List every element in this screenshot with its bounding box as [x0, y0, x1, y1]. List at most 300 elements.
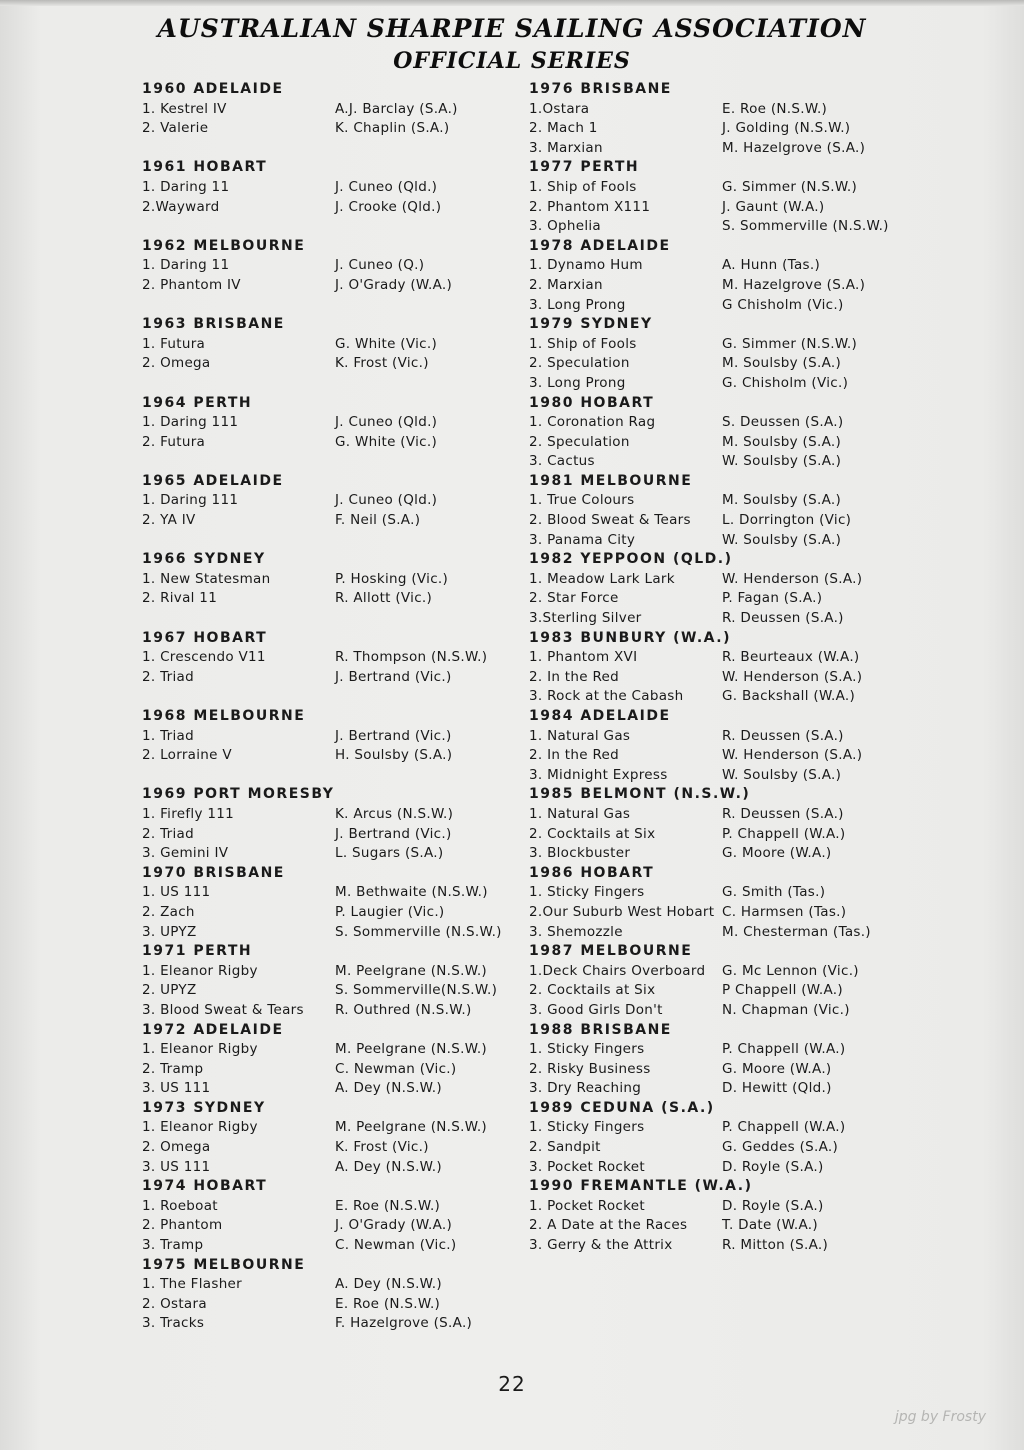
- skipper-name: S. Deussen (S.A.): [722, 414, 844, 431]
- result-row: [142, 1314, 532, 1334]
- boat-name: 2. Cocktails at Six: [529, 982, 656, 999]
- series-event: [142, 1099, 532, 1177]
- result-row: [142, 1060, 532, 1080]
- boat-name: 1. Sticky Fingers: [529, 1119, 645, 1136]
- skipper-name: P. Fagan (S.A.): [722, 590, 823, 607]
- result-row: [529, 1138, 949, 1158]
- event-heading: 1976 BRISBANE: [529, 81, 672, 97]
- event-heading: 1973 SYDNEY: [142, 1099, 266, 1116]
- boat-name: 1. Dynamo Hum: [529, 257, 643, 274]
- skipper-name: C. Newman (Vic.): [335, 1060, 457, 1077]
- event-heading: 1964 PERTH: [142, 394, 253, 411]
- result-row: [142, 825, 532, 845]
- event-spacer: [142, 766, 532, 786]
- boat-name: 1. New Statesman: [142, 570, 271, 587]
- skipper-name: E. Roe (N.S.W.): [722, 100, 828, 117]
- result-row: [142, 335, 532, 355]
- event-heading: 1960 ADELAIDE: [142, 81, 284, 97]
- document-subtitle: OFFICIAL SERIES: [393, 48, 631, 74]
- boat-name: 1. True Colours: [529, 492, 635, 509]
- result-row: [142, 668, 532, 688]
- boat-name: 1.Deck Chairs Overboard: [529, 962, 706, 979]
- boat-name: 1. The Flasher: [142, 1276, 243, 1293]
- skipper-name: M. Soulsby (S.A.): [722, 433, 842, 450]
- skipper-name: R. Deussen (S.A.): [722, 610, 844, 627]
- result-row: [142, 354, 532, 374]
- result-row: [529, 687, 949, 707]
- skipper-name: G. Simmer (N.S.W.): [722, 335, 858, 352]
- result-row: [529, 746, 949, 766]
- skipper-name: G. Simmer (N.S.W.): [722, 178, 858, 195]
- result-row: [142, 962, 532, 982]
- series-event: [142, 864, 532, 942]
- result-row: [529, 727, 949, 747]
- skipper-name: L. Sugars (S.A.): [335, 845, 444, 862]
- series-event: [142, 629, 532, 688]
- result-row: [529, 100, 949, 120]
- skipper-name: W. Soulsby (S.A.): [722, 531, 842, 548]
- result-row: [529, 1040, 949, 1060]
- boat-name: 2. Phantom X111: [529, 198, 651, 215]
- result-row: [142, 1236, 532, 1256]
- boat-name: 1. Eleanor Rigby: [142, 962, 258, 979]
- result-row: [142, 1118, 532, 1138]
- result-row: [529, 1216, 949, 1236]
- skipper-name: K. Frost (Vic.): [335, 1139, 429, 1156]
- event-heading: 1961 HOBART: [142, 159, 268, 176]
- boat-name: 2. Phantom IV: [142, 276, 241, 293]
- series-event: [142, 785, 532, 863]
- skipper-name: L. Dorrington (Vic): [722, 512, 852, 529]
- boat-name: 1.Ostara: [529, 100, 590, 117]
- boat-name: 1. US 111: [142, 884, 211, 901]
- skipper-name: J. Crooke (Qld.): [335, 198, 442, 215]
- boat-name: 1. Natural Gas: [529, 805, 631, 822]
- skipper-name: E. Roe (N.S.W.): [335, 1295, 441, 1312]
- skipper-name: G. Mc Lennon (Vic.): [722, 962, 859, 979]
- result-row: [142, 883, 532, 903]
- event-heading: 1990 FREMANTLE (W.A.): [529, 1178, 753, 1195]
- skipper-name: R. Deussen (S.A.): [722, 805, 844, 822]
- result-row: [529, 178, 949, 198]
- boat-name: 2.Our Suburb West Hobart: [529, 903, 715, 920]
- result-row: [142, 1079, 532, 1099]
- result-row: [529, 903, 949, 923]
- result-row: [529, 844, 949, 864]
- boat-name: 3. Marxian: [529, 139, 603, 156]
- skipper-name: A. Dey (N.S.W.): [335, 1158, 442, 1175]
- boat-name: 3. Ophelia: [529, 218, 602, 235]
- result-row: [529, 981, 949, 1001]
- result-row: [529, 433, 949, 453]
- result-row: [142, 746, 532, 766]
- skipper-name: R. Thompson (N.S.W.): [335, 649, 488, 666]
- skipper-name: C. Harmsen (Tas.): [722, 903, 847, 920]
- skipper-name: P. Hosking (Vic.): [335, 570, 449, 587]
- result-row: [529, 1158, 949, 1178]
- boat-name: 2. Mach 1: [529, 120, 598, 137]
- result-row: [529, 1236, 949, 1256]
- event-heading: 1965 ADELAIDE: [142, 472, 284, 489]
- skipper-name: S. Sommerville (N.S.W.): [722, 218, 889, 235]
- boat-name: 1. Daring 11: [142, 178, 230, 195]
- boat-name: 1. Natural Gas: [529, 727, 631, 744]
- skipper-name: P. Chappell (W.A.): [722, 1041, 846, 1058]
- boat-name: 2. In the Red: [529, 747, 619, 764]
- result-row: [142, 491, 532, 511]
- boat-name: 3. Good Girls Don't: [529, 1001, 663, 1018]
- result-row: [142, 923, 532, 943]
- skipper-name: E. Roe (N.S.W.): [335, 1197, 441, 1214]
- event-heading: 1985 BELMONT (N.S.W.): [529, 786, 751, 803]
- result-row: [142, 805, 532, 825]
- skipper-name: J. Golding (N.S.W.): [722, 120, 851, 137]
- series-event: [529, 1177, 949, 1255]
- result-row: [529, 1001, 949, 1021]
- result-row: [529, 511, 949, 531]
- series-event: [529, 80, 949, 158]
- result-row: [529, 1060, 949, 1080]
- boat-name: 2. Sandpit: [529, 1139, 601, 1156]
- event-spacer: [142, 374, 532, 394]
- boat-name: 3. Gemini IV: [142, 845, 229, 862]
- skipper-name: J. O'Grady (W.A.): [335, 1217, 453, 1234]
- skipper-name: J. Bertrand (Vic.): [335, 825, 452, 842]
- series-event: [142, 1021, 532, 1099]
- skipper-name: M. Peelgrane (N.S.W.): [335, 1119, 487, 1136]
- event-heading: 1977 PERTH: [529, 159, 640, 176]
- series-event: [142, 158, 532, 217]
- boat-name: 1. Crescendo V11: [142, 649, 266, 666]
- event-heading: 1988 BRISBANE: [529, 1021, 672, 1038]
- result-row: [142, 433, 532, 453]
- series-event: [142, 1177, 532, 1255]
- skipper-name: R. Deussen (S.A.): [722, 727, 844, 744]
- image-credit: jpg by Frosty: [894, 1409, 986, 1425]
- boat-name: 2. Ostara: [142, 1295, 207, 1312]
- result-row: [529, 805, 949, 825]
- result-row: [142, 1158, 532, 1178]
- skipper-name: G. White (Vic.): [335, 335, 438, 352]
- skipper-name: R. Allott (Vic.): [335, 590, 433, 607]
- result-row: [142, 100, 532, 120]
- result-row: [529, 962, 949, 982]
- series-event: [529, 942, 949, 1020]
- boat-name: 3. US 111: [142, 1158, 211, 1175]
- result-row: [529, 139, 949, 159]
- result-row: [142, 178, 532, 198]
- skipper-name: S. Sommerville (N.S.W.): [335, 923, 502, 940]
- event-heading: 1968 MELBOURNE: [142, 708, 306, 724]
- series-event: [142, 1256, 532, 1334]
- series-event: [142, 80, 532, 139]
- boat-name: 2. Speculation: [529, 355, 630, 372]
- skipper-name: W. Soulsby (S.A.): [722, 766, 842, 783]
- boat-name: 2. Phantom: [142, 1217, 223, 1234]
- series-event: [529, 394, 949, 472]
- boat-name: 3. Midnight Express: [529, 766, 668, 783]
- series-event: [142, 315, 532, 374]
- result-row: [529, 1197, 949, 1217]
- skipper-name: A. Hunn (Tas.): [722, 257, 821, 274]
- skipper-name: N. Chapman (Vic.): [722, 1001, 850, 1018]
- skipper-name: A. Dey (N.S.W.): [335, 1080, 442, 1097]
- boat-name: 2. Futura: [142, 433, 206, 450]
- boat-name: 3. Long Prong: [529, 374, 626, 391]
- result-row: [529, 609, 949, 629]
- skipper-name: M. Soulsby (S.A.): [722, 492, 842, 509]
- result-row: [142, 1197, 532, 1217]
- series-event: [529, 1099, 949, 1177]
- result-row: [529, 198, 949, 218]
- boat-name: 2. Triad: [142, 825, 194, 842]
- result-row: [142, 570, 532, 590]
- event-spacer: [142, 531, 532, 551]
- series-event: [142, 550, 532, 609]
- result-row: [142, 1001, 532, 1021]
- result-row: [142, 198, 532, 218]
- boat-name: 1. Eleanor Rigby: [142, 1041, 258, 1058]
- series-event: [529, 550, 949, 628]
- skipper-name: G. Smith (Tas.): [722, 884, 826, 901]
- skipper-name: M. Peelgrane (N.S.W.): [335, 962, 487, 979]
- boat-name: 1. Coronation Rag: [529, 414, 656, 431]
- result-row: [529, 589, 949, 609]
- skipper-name: M. Peelgrane (N.S.W.): [335, 1041, 487, 1058]
- event-heading: 1982 YEPPOON (QLD.): [529, 551, 733, 568]
- skipper-name: M. Soulsby (S.A.): [722, 355, 842, 372]
- series-event: [529, 1021, 949, 1099]
- event-spacer: [142, 296, 532, 316]
- skipper-name: W. Soulsby (S.A.): [722, 453, 842, 470]
- boat-name: 1. Sticky Fingers: [529, 884, 645, 901]
- boat-name: 1. Meadow Lark Lark: [529, 570, 675, 587]
- result-row: [142, 1216, 532, 1236]
- boat-name: 3. Tracks: [142, 1315, 205, 1332]
- skipper-name: J. Cuneo (Qld.): [335, 178, 438, 195]
- event-heading: 1962 MELBOURNE: [142, 237, 306, 254]
- results-column-right: [529, 80, 949, 1256]
- event-heading: 1975 MELBOURNE: [142, 1256, 306, 1273]
- skipper-name: W. Henderson (S.A.): [722, 747, 863, 764]
- result-row: [529, 413, 949, 433]
- event-spacer: [142, 139, 532, 159]
- skipper-name: G. Moore (W.A.): [722, 1060, 832, 1077]
- result-row: [529, 648, 949, 668]
- result-row: [529, 296, 949, 316]
- series-event: [142, 237, 532, 296]
- skipper-name: T. Date (W.A.): [722, 1217, 818, 1234]
- series-event: [142, 472, 532, 531]
- result-row: [529, 1079, 949, 1099]
- skipper-name: A. Dey (N.S.W.): [335, 1276, 442, 1293]
- result-row: [529, 491, 949, 511]
- skipper-name: J. Gaunt (W.A.): [722, 198, 825, 215]
- boat-name: 3. Blood Sweat & Tears: [142, 1001, 304, 1018]
- result-row: [142, 413, 532, 433]
- boat-name: 3. Long Prong: [529, 296, 626, 313]
- skipper-name: G. Backshall (W.A.): [722, 688, 856, 705]
- boat-name: 1. Sticky Fingers: [529, 1041, 645, 1058]
- result-row: [529, 570, 949, 590]
- boat-name: 3. Tramp: [142, 1237, 204, 1254]
- result-row: [529, 1118, 949, 1138]
- boat-name: 2. Lorraine V: [142, 747, 232, 764]
- document-title: AUSTRALIAN SHARPIE SAILING ASSOCIATION: [157, 14, 867, 43]
- event-spacer: [142, 609, 532, 629]
- skipper-name: J. Bertrand (Vic.): [335, 727, 452, 744]
- event-heading: 1986 HOBART: [529, 864, 655, 881]
- skipper-name: G. Geddes (S.A.): [722, 1139, 839, 1156]
- boat-name: 1. Eleanor Rigby: [142, 1119, 258, 1136]
- skipper-name: G. Chisholm (Vic.): [722, 374, 849, 391]
- skipper-name: W. Henderson (S.A.): [722, 668, 863, 685]
- series-event: [529, 629, 949, 707]
- boat-name: 1. Futura: [142, 335, 206, 352]
- skipper-name: P. Laugier (Vic.): [335, 903, 445, 920]
- event-heading: 1969 PORT MORESBY: [142, 786, 335, 803]
- event-heading: 1989 CEDUNA (S.A.): [529, 1099, 715, 1116]
- skipper-name: P. Chappell (W.A.): [722, 1119, 846, 1136]
- skipper-name: M. Hazelgrove (S.A.): [722, 139, 866, 156]
- boat-name: 3. Panama City: [529, 531, 636, 548]
- boat-name: 2. In the Red: [529, 668, 619, 685]
- result-row: [142, 511, 532, 531]
- result-row: [529, 276, 949, 296]
- skipper-name: P. Chappell (W.A.): [722, 825, 846, 842]
- series-event: [142, 394, 532, 453]
- result-row: [529, 354, 949, 374]
- event-heading: 1981 MELBOURNE: [529, 472, 693, 489]
- series-event: [529, 315, 949, 393]
- result-row: [529, 883, 949, 903]
- event-heading: 1979 SYDNEY: [529, 316, 653, 333]
- boat-name: 3.Sterling Silver: [529, 610, 642, 627]
- skipper-name: M. Bethwaite (N.S.W.): [335, 884, 488, 901]
- series-event: [529, 707, 949, 785]
- boat-name: 2. Blood Sweat & Tears: [529, 512, 691, 529]
- skipper-name: D. Hewitt (Qld.): [722, 1080, 832, 1097]
- boat-name: 2. Risky Business: [529, 1060, 651, 1077]
- skipper-name: J. Cuneo (Q.): [335, 257, 425, 274]
- skipper-name: F. Hazelgrove (S.A.): [335, 1315, 473, 1332]
- event-heading: 1974 HOBART: [142, 1178, 268, 1195]
- result-row: [529, 923, 949, 943]
- result-row: [142, 1295, 532, 1315]
- event-heading: 1971 PERTH: [142, 943, 253, 960]
- boat-name: 2. Speculation: [529, 433, 630, 450]
- skipper-name: K. Frost (Vic.): [335, 355, 429, 372]
- result-row: [529, 217, 949, 237]
- skipper-name: J. Cuneo (Qld.): [335, 492, 438, 509]
- skipper-name: J. O'Grady (W.A.): [335, 276, 453, 293]
- boat-name: 3. US 111: [142, 1080, 211, 1097]
- boat-name: 2. YA IV: [142, 512, 196, 529]
- results-column-left: [142, 80, 532, 1334]
- result-row: [529, 766, 949, 786]
- event-heading: 1967 HOBART: [142, 629, 268, 646]
- result-row: [529, 452, 949, 472]
- result-row: [529, 119, 949, 139]
- event-heading: 1963 BRISBANE: [142, 316, 285, 333]
- event-spacer: [142, 687, 532, 707]
- skipper-name: J. Cuneo (Qld.): [335, 414, 438, 431]
- series-event: [529, 237, 949, 315]
- boat-name: 3. Dry Reaching: [529, 1080, 642, 1097]
- result-row: [529, 335, 949, 355]
- boat-name: 1. Roeboat: [142, 1197, 218, 1214]
- result-row: [142, 903, 532, 923]
- result-row: [142, 981, 532, 1001]
- boat-name: 3. Rock at the Cabash: [529, 688, 684, 705]
- skipper-name: C. Newman (Vic.): [335, 1237, 457, 1254]
- event-heading: 1978 ADELAIDE: [529, 237, 671, 254]
- result-row: [142, 256, 532, 276]
- result-row: [529, 256, 949, 276]
- skipper-name: P Chappell (W.A.): [722, 982, 843, 999]
- boat-name: 1. Daring 11: [142, 257, 230, 274]
- boat-name: 3. Gerry & the Attrix: [529, 1237, 673, 1254]
- series-event: [529, 785, 949, 863]
- boat-name: 2. A Date at the Races: [529, 1217, 688, 1234]
- skipper-name: R. Outhred (N.S.W.): [335, 1001, 472, 1018]
- boat-name: 2. Cocktails at Six: [529, 825, 656, 842]
- event-heading: 1987 MELBOURNE: [529, 943, 693, 960]
- boat-name: 2. Marxian: [529, 276, 603, 293]
- skipper-name: M. Chesterman (Tas.): [722, 923, 871, 940]
- result-row: [142, 727, 532, 747]
- event-heading: 1972 ADELAIDE: [142, 1021, 284, 1038]
- skipper-name: R. Beurteaux (W.A.): [722, 649, 860, 666]
- series-event: [529, 472, 949, 550]
- skipper-name: M. Hazelgrove (S.A.): [722, 276, 866, 293]
- boat-name: 1. Ship of Fools: [529, 178, 637, 195]
- result-row: [529, 374, 949, 394]
- result-row: [529, 825, 949, 845]
- result-row: [142, 1138, 532, 1158]
- boat-name: 3. Shemozzle: [529, 923, 623, 940]
- skipper-name: A.J. Barclay (S.A.): [335, 100, 458, 117]
- result-row: [142, 1040, 532, 1060]
- result-row: [142, 119, 532, 139]
- boat-name: 3. UPYZ: [142, 923, 197, 940]
- skipper-name: D. Royle (S.A.): [722, 1197, 824, 1214]
- series-event: [529, 158, 949, 236]
- series-event: [529, 864, 949, 942]
- boat-name: 2. UPYZ: [142, 982, 197, 999]
- page-number: 22: [498, 1372, 526, 1396]
- boat-name: 3. Pocket Rocket: [529, 1158, 645, 1175]
- skipper-name: G Chisholm (Vic.): [722, 296, 844, 313]
- boat-name: 3. Cactus: [529, 453, 595, 470]
- result-row: [142, 648, 532, 668]
- skipper-name: D. Royle (S.A.): [722, 1158, 824, 1175]
- event-heading: 1984 ADELAIDE: [529, 708, 671, 724]
- skipper-name: W. Henderson (S.A.): [722, 570, 863, 587]
- skipper-name: H. Soulsby (S.A.): [335, 747, 453, 764]
- event-heading: 1970 BRISBANE: [142, 864, 285, 881]
- boat-name: 2.Wayward: [142, 198, 220, 215]
- series-event: [142, 707, 532, 766]
- skipper-name: F. Neil (S.A.): [335, 512, 421, 529]
- result-row: [529, 531, 949, 551]
- boat-name: 2. Valerie: [142, 120, 209, 137]
- boat-name: 1. Pocket Rocket: [529, 1197, 645, 1214]
- series-event: [142, 942, 532, 1020]
- boat-name: 2. Omega: [142, 355, 211, 372]
- boat-name: 2. Star Force: [529, 590, 619, 607]
- event-heading: 1980 HOBART: [529, 394, 655, 411]
